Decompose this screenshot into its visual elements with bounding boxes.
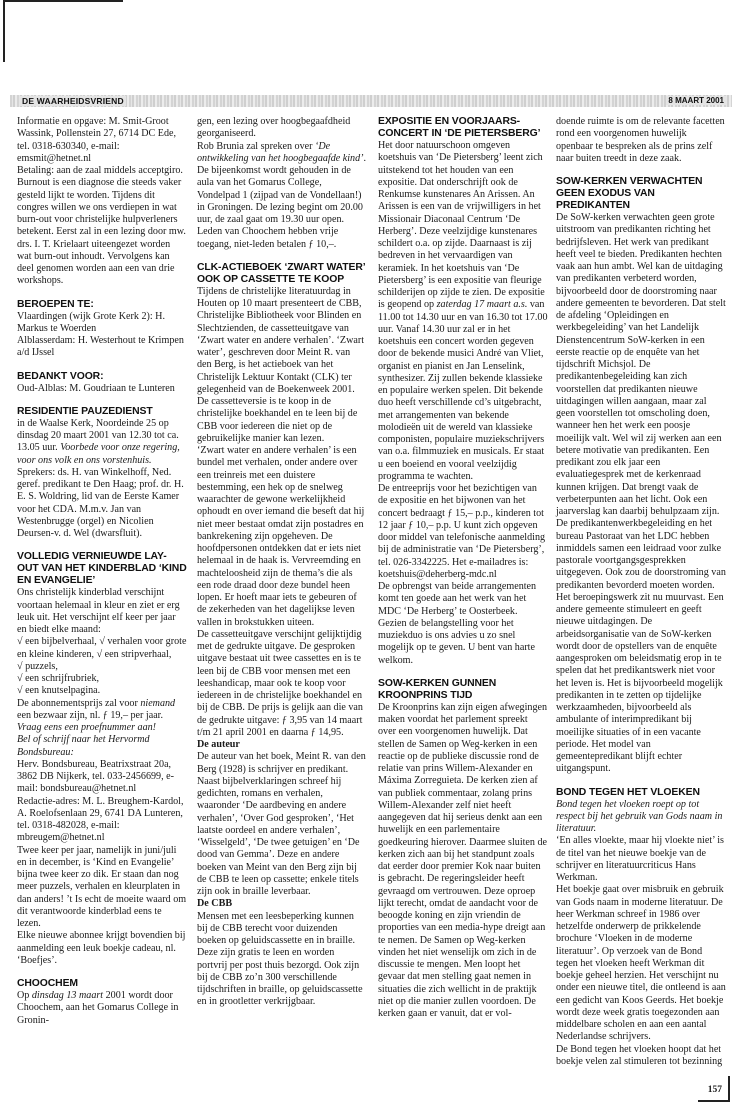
text-run: Herv. Bondsbureau, Beatrixstraat 20a, 3862 DB Nijkerk, tel. 033-2456699, e-mail: bondsbureau@hetnet.nl [17, 758, 174, 795]
column-body [556, 116, 726, 1068]
text-run: ‘Zwart water en andere verhalen’ is een bundel met verhalen, onder andere over een treinreis met een duistere bestemming, een hek op de snelweg waarachter de gewone werkelijkheid ophoudt en over iemand die beseft dat hij niet meer bestaat omdat zijn postadres en bankrekening zijn opgeheven. De hoofdpersonen ontdekken dat er iets niet helemaal in de haak is. Vervreemding en machteloosheid zijn de thema’s die als een rode draad door deze bundel heen lopen. Er hoeft maar iets te gebeuren of de zekerheden van het dagelijkse leven vallen in brokstukken uiteen. [197, 445, 365, 628]
text-run: Elke nieuwe abonnee krijgt bovendien bij aanmelding een leuk boekje cadeau, nl. ‘Boefjes’. [17, 930, 186, 966]
text-run: De cassetteuitgave verschijnt gelijktijdig met de gedrukte uitgave. De gesproken uitgave bestaat uit twee cassettes en is te leen bij de CBB voor mensen met een leeshandicap, maar ook te koop voor iedereen in de christelijke boekhandel en bij de CBB. De prijs is gelijk aan die van de gedrukte uitgave: ƒ 3,95 van 14 maart t/m 21 april 2001 en daarna ƒ 14,95. [197, 628, 363, 738]
article-paragraph [17, 796, 187, 845]
article-paragraph [17, 759, 187, 796]
text-run: De entreeprijs voor het bezichtigen van de expositie en het bijwonen van het concert bedraagt ƒ 15,– p.p., kinderen tot 12 jaar ƒ 10,– p.p. U kunt zich opgeven door middel van telefonische aanmelding bij de administratie van ‘De Pietersberg’, tel. 026-3342225. Het e-mailadres is: [378, 483, 546, 568]
text-run: koetshuis@deherberg-mdc.nl [378, 568, 497, 580]
text-run: √ een knutselpagina. [17, 685, 101, 697]
page-number: 157 [698, 1076, 730, 1102]
article-paragraph [197, 911, 367, 1009]
article-paragraph [17, 335, 187, 360]
article-paragraph [197, 445, 367, 629]
article-paragraph [556, 116, 726, 165]
article-paragraph [17, 587, 187, 636]
text-run: √ een schrijfrubriek, [17, 673, 100, 684]
text-run: gen, een lezing over hoogbegaafdheid georganiseerd. [197, 116, 351, 140]
text-run: De auteur van het boek, Meint R. van den Berg (1928) is schrijver en predikant. Naast bijbelverklaringen schreef hij gedichten, romans en verhalen, waaronder ‘De aardbeving en andere verhalen’, ‘Over God gesproken’, ‘Het laatste oordeel en andere verhalen’, ‘Wisselgeld’, ‘De twee getuigen’ en ‘De dood van Gemma’. Deze en andere boeken van Meint van den Berg zijn bij de CBB te leen op cassette; enkele titels zijn ook in braille leverbaar. [197, 751, 366, 897]
column-1 [17, 116, 187, 1027]
text-run: Tijdens de christelijke literatuurdag in Houten op 10 maart presenteert de CBB, Christelijke Bibliotheek voor Blinden en Slechtzienden, de cassetteuitgave van ‘Zwart water en andere verhalen’. ‘Zwart water’, geschreven door Meint R. van den Berg, is het actieboek van het Christelijk Lektuur Kontakt (CLK) ter gelegenheid van de Boekenweek 2001. De cassetteversie is te koop in de christelijke boekhandel en te leen bij de CBB voor iedereen die niet op de gebruikelijke manier kan lezen. [197, 285, 365, 444]
text-run: 2001 wordt door Choochem, aan het Gomarus College in Gronin- [17, 990, 179, 1026]
text-run: Vlaardingen (wijk Grote Kerk 2): H. Markus te Woerden [17, 310, 165, 334]
article-paragraph [197, 286, 367, 445]
text-run: doende ruimte is om de relevante facetten rond een voorgenomen huwelijk openbaar te bespreken als de prins zelf naar buiten treedt in deze zaak. [556, 116, 725, 164]
article-heading: EXPOSITIE EN VOORJAARS-CONCERT IN ‘DE PIETERSBERG’ [378, 116, 541, 139]
article-paragraph [17, 311, 187, 336]
text-run: Oud-Alblas: M. Goudriaan te Lunteren [17, 382, 175, 394]
publication-title: DE WAARHEIDSVRIEND [22, 96, 124, 106]
text-run: . De bijeenkomst wordt gehouden in de aula van het Gomarus College, Vondelpad 1 (zijpad van de Vondellaan!) in Groningen. De lezing begint om 20.00 uur, de zaal gaat om 19.30 uur open. Leden van Choochem hebben vrije toegang, niet-leden betalen ƒ 10,–. [197, 152, 367, 250]
text-run: De Bond tegen het vloeken hoopt dat het boekje velen zal stimuleren tot bezinning [556, 1043, 723, 1067]
article-paragraph [17, 990, 187, 1027]
text-run: Ons christelijk kinderblad verschijnt voortaan helemaal in kleur en ziet er erg leuk uit. Het verschijnt elf keer per jaar en biedt elke maand: [17, 587, 180, 635]
article-paragraph [17, 685, 187, 697]
article-paragraph [17, 673, 187, 685]
article-subheading: De CBB [197, 898, 233, 910]
text-run: in de Waalse Kerk, Noordeinde 25 op dinsdag 20 maart 2001 van 12.30 tot ca. 13.05 uur. [17, 417, 179, 454]
italic-text: ‘De ontwikkeling van het hoogbegaafde kind’ [197, 140, 364, 164]
text-run: Het door natuurschoon omgeven koetshuis van ‘De Pietersberg’ leent zich uitstekend tot het houden van een expositie. Dat onderschrijft ook de Renkumse kunstenares An Arissen. An Arissen is een van de vrijwilligers in het Missionair Diaconaal Centrum ‘De Herberg’. Deze veelzijdige kunstenares schildert o.a. op zijde. Daarnaast is zij bedreven in het vervaardigen van keramiek. In het koetshuis van ‘De Pietersberg’ is een expositie van fleurige schilderijen op zijde te zien. De expositie is geopend op [378, 140, 545, 311]
article-paragraph [378, 483, 548, 569]
article-heading: SOW-KERKEN VERWACHTEN GEEN EXODUS VAN PREDIKANTEN [556, 176, 703, 211]
text-run: √ een bijbelverhaal, √ verhalen voor grote en kleine kinderen, √ een stripverhaal, [17, 636, 187, 660]
crop-mark-vertical [3, 0, 5, 62]
article-heading: BOND TEGEN HET VLOEKEN [556, 786, 700, 798]
text-run: Burnout is een diagnose die steeds vaker gesteld lijkt te worden. Tijdens dit congres willen we ons verdiepen in wat burn-out voor christelijke hulpverleners betekent. Eerst zal in een lezing door mw. drs. I. T. Krielaart uiteengezet worden wat burn-out inhoudt. Vervolgens kan deel genomen worden aan een van drie workshops. [17, 177, 186, 287]
text-run: Informatie en opgave: M. Smit-Groot Wassink, Pollenstein 27, 6714 DC Ede, tel. 0318-630340, e-mail: emsmit@hetnet.nl [17, 116, 176, 164]
article-paragraph [197, 141, 367, 251]
article-paragraph [556, 799, 726, 836]
text-run: Mensen met een leesbeperking kunnen bij de CBB terecht voor duizenden boeken op geluidscassette en in braille. Deze zijn gratis te leen en worden portvrij per post thuis bezorgd. Ook zijn bij de CBB zo’n 300 verschillende tijdschriften in braille, op geluidscassette en in grootletter verkrijgbaar. [197, 910, 363, 1008]
crop-mark-horizontal [3, 0, 123, 2]
article-paragraph [556, 884, 726, 1043]
article-heading: BEROEPEN TE: [17, 298, 94, 310]
article-heading: RESIDENTIE PAUZEDIENST [17, 405, 153, 417]
text-run: Sprekers: ds. H. van Winkelhoff, Ned. geref. predikant te Den Haag; prof. dr. H. E. S. Woldring, lid van de Eerste Kamer voor het CDA. M.m.v. Jan van Westenbrugge (orgel) en Nicolien Deursen-v. d. Wel (dwarsfluit). [17, 466, 184, 539]
issue-date: 8 MAART 2001 [668, 96, 724, 105]
article-heading: CHOOCHEM [17, 978, 78, 989]
column-3 [378, 116, 548, 1020]
article-paragraph [556, 835, 726, 884]
text-run: Redactie-adres: M. L. Breughem-Kardol, A. Roelofsenlaan 29, 6741 DA Lunteren, tel. 0318-482028, e-mail: mbreugem@hetnet.nl [17, 795, 184, 844]
text-run: De SoW-kerken verwachten geen grote uitstroom van predikanten richting het bedrijfsleven. Het werk van predikant heeft veel te bieden. Predikanten hechten vaak aan hun ambt. Wel kan de uitdaging van predikanten verbeterd worden, bijvoorbeeld door de doorstroming naar andere gemeenten te bevorderen. Dat stelt de afdeling ‘Opleidingen en werkbegeleiding’ van het Landelijk Dienstencentrum SoW-kerken in een eerste reactie op de enquête van het tijdschrift Michsjol. De predikantenbegeleiding kan zich voorstellen dat predikanten nieuwe uitdagingen willen aangaan, maar zal geen voorstellen tot omscholing doen, wanneer hen het werk een poosje moeilijk valt. Wel wil zij werken aan een betere motivatie van predikanten. Een predikant zou elk jaar een evaluatiegesprek met de kerkenraad kunnen krijgen. Dat brengt vaak de verbeterpunten aan het licht. Ook een jaarverslag kan daarbij behulpzaam zijn. De predikantenwerkbegeleiding en het bureau Pastoraat van het LDC hebben inmiddels samen een leidraad voor zulke pastorale voortgangsgesprekken uitgegeven. Ook zou de doorstroming van predikanten bevorderd moeten worden. Het beroepingswerk zit nu muurvast. Een andere gemeente stimuleert en geeft nieuwe uitdagingen. De arbeidsorganisatie van de SoW-kerken wordt door de opstellers van de enquête aangesproken om beleidsmatig erop in te spelen dat het predikantswerk niet voor het leven is. Het is bijvoorbeeld mogelijk predikanten in te zetten op tijdelijke werkzaamheden, bijvoorbeeld als ambulante of interimpredikant bij moeilijke situaties of in een vacante periode. Het model van gemeentepredikant blijft echter uitgangspunt. [556, 212, 726, 775]
article-paragraph [378, 569, 548, 581]
article-paragraph [197, 116, 367, 141]
article-heading: VOLLEDIG VERNIEUWDE LAY-OUT VAN HET KINDERBLAD ‘KIND EN EVANGELIE’ [17, 551, 187, 587]
article-paragraph [17, 383, 187, 395]
article-paragraph [197, 751, 367, 898]
article-paragraph [556, 1044, 726, 1069]
article-heading: SOW-KERKEN GUNNEN KROONPRINS TIJD [378, 677, 497, 701]
text-run: De Kroonprins kan zijn eigen afwegingen maken voordat het parlement spreekt over een voorgenomen huwelijk. Dat stellen de Samen op Weg-kerken in een reactie op de publieke discussie rond de relatie van prins Willem-Alexander en Máxima Zorreguieta. De kerken zien af van publiek commentaar, zolang prins Willem-Alexander zelf niet heeft aangegeven dat hij serieus denkt aan een huwelijk en een parlementaire goedkeuring hierover. Daarmee sluiten de kerken zich aan bij het standpunt zoals dat eerder door premier Kok naar buiten is gebracht. De regeringsleider heeft gevraagd om vertrouwen. Deze oproep lijkt terecht, omdat de aandacht voor de beoogde koning en zijn vriendin de proporties van een media-hype dreigt aan te nemen. De Samen op Weg-kerken vinden het niet wenselijk om zich in de discussie te mengen. Men loopt het gevaar dat men stelling gaat nemen in situaties die zich wellicht in de praktijk niet op die manier zullen voordoen. De kerken gaan er vanuit, dat er vol- [378, 701, 548, 1019]
text-run: Rob Brunia zal spreken over [197, 140, 316, 152]
italic-text: Bel of schrijf naar het Hervormd Bondsbureau: [17, 734, 150, 758]
text-run: Op [17, 990, 32, 1001]
article-paragraph [17, 734, 187, 759]
italic-text: Bond tegen het vloeken roept op tot respect bij het gebruik van Gods naam in literatuur. [556, 798, 723, 834]
column-2 [197, 116, 367, 1009]
italic-text: dinsdag 13 maart [31, 990, 104, 1001]
article-paragraph [378, 140, 548, 483]
article-paragraph [378, 702, 548, 1021]
article-heading: BEDANKT VOOR: [17, 370, 104, 382]
column-body [197, 116, 367, 1009]
text-run: De abonnementsprijs zal voor [17, 697, 141, 709]
italic-text: niemand [140, 697, 176, 709]
text-run: Betaling: aan de zaal middels acceptgiro. [17, 165, 183, 176]
text-run: een bezwaar zijn, nl. ƒ 19,– per jaar. [17, 709, 164, 721]
column-body [17, 116, 187, 1027]
text-run: √ puzzels, [17, 660, 58, 672]
text-run: Twee keer per jaar, namelijk in juni/juli en in december, is ‘Kind en Evangelie’ bijna twee keer zo dik. Er staan dan nog meer puzzels, verhalen en kleurplaten in dan anders! ’t Is echt de moeite waard om dit verantwoorde kinderblad eens te lezen. [17, 844, 187, 929]
article-paragraph [556, 212, 726, 776]
text-run: De opbrengst van beide arrangementen komt ten goede aan het werk van het MDC ‘De Herberg’ te Oosterbeek. Gezien de belangstelling voor het muziekduo is ons advies u zo snel mogelijk op te geven. U bent van harte welkom. [378, 581, 537, 666]
italic-text: Voorbede voor onze regering, voor ons volk en ons vorstenhuis. [17, 442, 180, 466]
column-body [378, 116, 548, 1020]
page-number-row [556, 1076, 730, 1102]
italic-text: zaterdag 17 maart a.s. [436, 299, 528, 311]
article-paragraph [17, 418, 187, 541]
article-paragraph [17, 930, 187, 967]
article-paragraph [17, 177, 187, 287]
text-run: ‘En alles vloekte, maar hij vloekte niet’ is de titel van het nieuwe boekje van de schrijver en literatuurcriticus Hans Werkman. [556, 835, 724, 883]
article-subheading: De auteur [197, 739, 240, 750]
article-paragraph [17, 165, 187, 177]
article-paragraph [17, 661, 187, 673]
article-paragraph [17, 698, 187, 735]
italic-text: Vraag eens een proefnummer aan! [17, 722, 157, 733]
text-run: van 11.00 tot 14.30 uur en van 16.30 tot 17.00 uur. Vanaf 14.30 uur zal er in het koetshuis een concert worden gegeven door de bekende musici André van Vliet, organist en pianist en Jan Lenselink, synthesizer. Zij zullen bekende klassieke en populaire werken spelen. Dit bekende duo heeft verschillende cd’s uitgebracht, met arrangementen van bekende molodieën uit de wereld van klassieke componisten, populaire muziekschrijvers van o.a. filmmuziek en musicals. Er staat u een boeiend en vooral veelzijdig programma te wachten. [378, 299, 548, 482]
article-paragraph [197, 629, 367, 739]
text-run: Het boekje gaat over misbruik en gebruik van Gods naam in moderne literatuur. De heer Werkman schreef in 1986 over hetzelfde onderwerp de prikkelende brochure ‘Vloeken in de moderne literatuur’. Op verzoek van de Bond tegen het vloeken heeft Werkman dit boekje geheel herzien. Het verschijnt nu onder een nieuwe titel, die ontleend is aan een gedicht van Koos Geerds. Het boekje wordt deze week gratis toegezonden aan middelbare scholen en aan een aantal Nederlandse schrijvers. [556, 884, 726, 1043]
article-heading: CLK-ACTIEBOEK ‘ZWART WATER’ OOK OP CASSETTE TE KOOP [197, 261, 365, 285]
article-paragraph [17, 636, 187, 661]
article-paragraph [378, 581, 548, 667]
article-paragraph [17, 116, 187, 165]
text-run: Alblasserdam: H. Westerhout te Krimpen a/d IJssel [17, 335, 184, 359]
column-4 [556, 116, 726, 1102]
article-paragraph [17, 845, 187, 931]
